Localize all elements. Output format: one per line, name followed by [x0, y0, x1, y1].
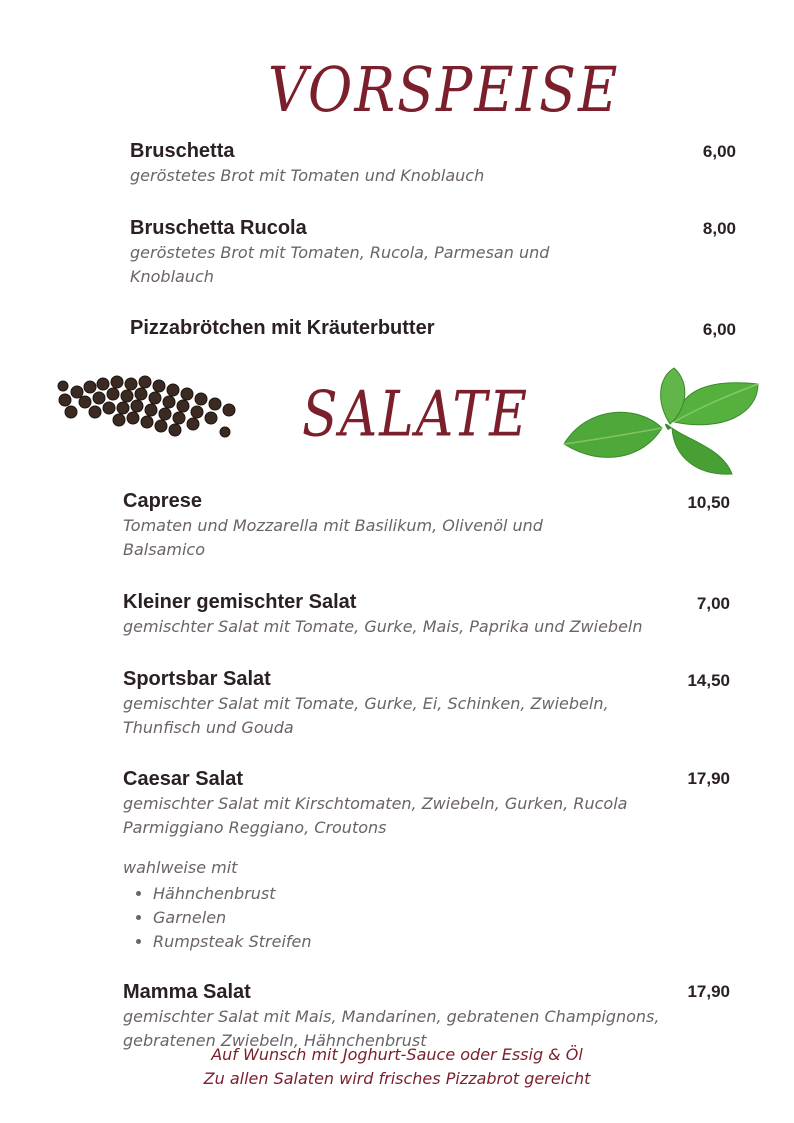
list-item: • Rumpsteak Streifen: [153, 930, 312, 954]
item-name: Mamma Salat: [123, 981, 251, 1003]
item-description: Tomaten und Mozzarella mit Basilikum, Olivenöl und Balsamico: [123, 516, 543, 559]
footer-note-pizzabrot: Zu allen Salaten wird frisches Pizzabrot gereicht: [203, 1069, 591, 1088]
item-name: Pizzabrötchen mit Kräuterbutter: [130, 317, 435, 339]
item-name: Caesar Salat: [123, 768, 244, 790]
item-price: 6,00: [702, 320, 736, 339]
item-name: Caprese: [123, 490, 202, 512]
menu-item: [123, 589, 683, 639]
item-price: 7,00: [696, 594, 730, 613]
menu-item: [123, 766, 663, 840]
item-name: Kleiner gemischter Salat: [123, 591, 357, 613]
menu-item: [123, 979, 693, 1053]
menu-item: [123, 488, 573, 562]
item-name: Bruschetta: [130, 140, 235, 162]
item-price: 17,90: [687, 982, 730, 1001]
menu-item: [130, 138, 740, 188]
section-title-vorspeise: VORSPEISE: [268, 53, 620, 126]
item-name: Sportsbar Salat: [123, 668, 271, 690]
menu-item: [130, 315, 740, 341]
caesar-options: [123, 856, 312, 954]
basil-leaves-icon: [562, 366, 762, 478]
section-title-salate: SALATE: [302, 379, 530, 451]
peppercorns-icon: [55, 372, 240, 442]
item-description: gemischter Salat mit Kirschtomaten, Zwiebeln, Gurken, Rucola Parmiggiano Reggiano, Croutons: [123, 794, 628, 837]
item-price: 6,00: [702, 142, 736, 161]
item-description: geröstetes Brot mit Tomaten und Knoblauch: [130, 166, 485, 185]
options-label: wahlweise mit: [123, 858, 238, 877]
options-list: [123, 882, 312, 954]
item-description: gemischter Salat mit Mais, Mandarinen, gebratenen Champignons, gebratenen Zwiebeln, Hähnchenbrust: [123, 1007, 660, 1050]
footer-note-dressing: Auf Wunsch mit Joghurt-Sauce oder Essig & Öl: [211, 1045, 583, 1064]
list-item: • Hähnchenbrust: [153, 882, 312, 906]
item-description: geröstetes Brot mit Tomaten, Rucola, Parmesan und Knoblauch: [130, 243, 550, 286]
item-description: gemischter Salat mit Tomate, Gurke, Mais, Paprika und Zwiebeln: [123, 617, 643, 636]
item-price: 10,50: [687, 493, 730, 512]
list-item: • Garnelen: [153, 906, 312, 930]
item-price: 8,00: [702, 219, 736, 238]
item-name: Bruschetta Rucola: [130, 217, 307, 239]
item-price: 17,90: [687, 769, 730, 788]
item-description: gemischter Salat mit Tomate, Gurke, Ei, Schinken, Zwiebeln, Thunfisch und Gouda: [123, 694, 609, 737]
menu-item: [130, 215, 740, 289]
item-price: 14,50: [687, 671, 730, 690]
menu-item: [123, 666, 643, 740]
